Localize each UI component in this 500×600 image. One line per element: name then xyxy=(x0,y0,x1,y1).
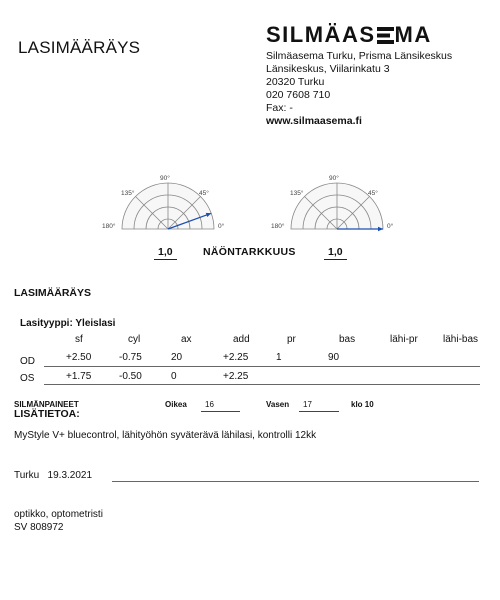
axis-left-label-90: 90° xyxy=(329,175,339,182)
od-ax: 20 xyxy=(171,352,183,363)
place: Turku xyxy=(14,470,40,481)
col-header-sf: sf xyxy=(75,334,83,345)
pupil-distance-right-value: 16 xyxy=(205,400,214,409)
od-sf: +2.50 xyxy=(66,352,92,363)
brand-logo-text-left: SILMÄAS xyxy=(266,22,376,47)
col-header-lahi-bas: lähi-bas xyxy=(443,334,479,345)
axis-right-label-90: 90° xyxy=(160,175,170,182)
company-website[interactable]: www.silmaasema.fi xyxy=(266,115,362,127)
col-header-cyl: cyl xyxy=(128,334,141,345)
axis-right-label-135: 135° xyxy=(121,190,135,197)
acuity-left-value: 1,0 xyxy=(324,246,347,260)
date: 19.3.2021 xyxy=(47,470,93,481)
axis-right-label-180: 180° xyxy=(102,223,116,230)
table-row-divider-2 xyxy=(44,384,480,385)
info-title: LISÄTIETOA: xyxy=(14,408,80,420)
axis-left-label-180: 180° xyxy=(271,223,285,230)
pupil-distance-right-underline xyxy=(201,411,240,412)
brand-logo xyxy=(266,22,432,48)
acuity-label: NÄÖNTARKKUUS xyxy=(203,246,296,258)
company-phone: 020 7608 710 xyxy=(266,89,331,101)
os-cyl: -0.50 xyxy=(119,371,142,382)
axis-left-label-135: 135° xyxy=(290,190,304,197)
axis-right-label-45: 45° xyxy=(199,190,209,197)
os-add: +2.25 xyxy=(223,371,249,382)
col-header-add: add xyxy=(233,334,250,345)
axis-right-label-0: 0° xyxy=(218,223,225,230)
prescription-section-title: LASIMÄÄRÄYS xyxy=(14,287,92,299)
brand-logo-e-mark xyxy=(377,27,394,44)
pupil-distance-right-label: Oikea xyxy=(165,400,187,409)
pupil-distance-left-underline xyxy=(299,411,339,412)
lens-type: Lasityyppi: Yleislasi xyxy=(20,318,116,329)
od-cyl: -0.75 xyxy=(119,352,142,363)
os-ax: 0 xyxy=(171,371,177,382)
company-postal: 20320 Turku xyxy=(266,76,325,88)
table-row-divider-1 xyxy=(44,366,480,367)
pupil-distance-time: klo 10 xyxy=(351,400,374,409)
pupil-distance-left-value: 17 xyxy=(303,400,312,409)
od-add: +2.25 xyxy=(223,352,249,363)
col-header-ax: ax xyxy=(181,334,192,345)
signer-id: SV 808972 xyxy=(14,522,64,533)
place-date xyxy=(14,470,92,481)
col-header-pr: pr xyxy=(287,334,296,345)
info-text: MyStyle V+ bluecontrol, lähityöhön syväterävä lähilasi, kontrolli 12kk xyxy=(14,430,317,441)
axis-left-label-0: 0° xyxy=(387,223,394,230)
company-info xyxy=(266,50,452,128)
col-header-bas: bas xyxy=(339,334,356,345)
company-name: Silmäasema Turku, Prisma Länsikeskus xyxy=(266,50,453,62)
document-title: LASIMÄÄRÄYS xyxy=(18,38,141,57)
signature-line xyxy=(112,481,479,482)
od-pr: 1 xyxy=(276,352,282,363)
signer-title: optikko, optometristi xyxy=(14,509,103,520)
acuity-right-value: 1,0 xyxy=(154,246,177,260)
col-header-lahi-pr: lähi-pr xyxy=(390,334,418,345)
axis-diagram-left xyxy=(271,170,399,234)
pupil-distance-label: SILMÄNPAINEET xyxy=(14,400,79,409)
row-eye-od: OD xyxy=(20,356,35,367)
row-eye-os: OS xyxy=(20,373,35,384)
axis-left-label-45: 45° xyxy=(368,190,378,197)
od-bas: 90 xyxy=(328,352,340,363)
company-fax: Fax: - xyxy=(266,102,293,114)
axis-diagram-right xyxy=(102,170,230,234)
signature-block xyxy=(14,508,103,534)
brand-logo-text-right: MA xyxy=(394,22,432,47)
os-sf: +1.75 xyxy=(66,371,92,382)
pupil-distance-left-label: Vasen xyxy=(266,400,290,409)
company-street: Länsikeskus, Viilarinkatu 3 xyxy=(266,63,390,75)
